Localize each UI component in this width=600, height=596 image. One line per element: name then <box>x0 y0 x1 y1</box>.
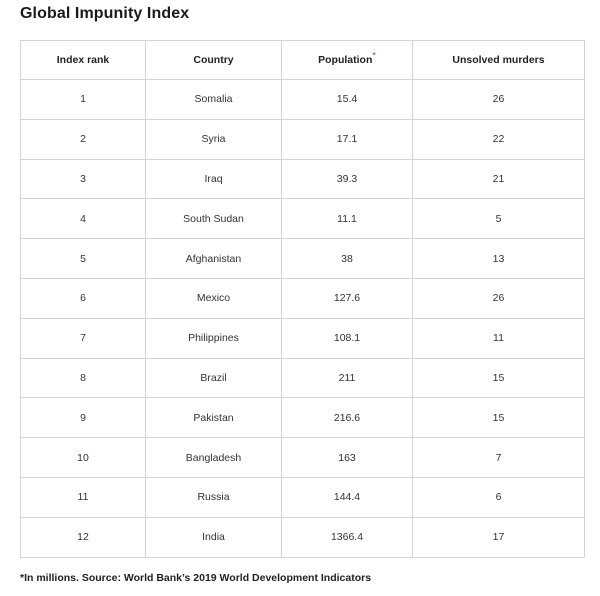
source-footnote: *In millions. Source: World Bank’s 2019 World Development Indicators <box>20 572 372 584</box>
footnote-marker: * <box>372 50 376 61</box>
table-row <box>21 358 585 398</box>
country-cell: South Sudan <box>146 199 282 239</box>
country-cell: Bangladesh <box>146 438 282 478</box>
unsolved-murders-cell: 22 <box>413 119 585 159</box>
population-cell: 216.6 <box>282 398 413 438</box>
unsolved-murders-cell: 15 <box>413 358 585 398</box>
rank-cell: 11 <box>21 477 146 517</box>
country-cell: Somalia <box>146 80 282 120</box>
unsolved-murders-cell: 17 <box>413 517 585 557</box>
population-cell: 211 <box>282 358 413 398</box>
country-cell: Syria <box>146 119 282 159</box>
country-cell: India <box>146 517 282 557</box>
unsolved-murders-cell: 5 <box>413 199 585 239</box>
rank-cell: 5 <box>21 239 146 279</box>
rank-cell: 4 <box>21 199 146 239</box>
table-row <box>21 239 585 279</box>
table-row <box>21 119 585 159</box>
population-cell: 39.3 <box>282 159 413 199</box>
table-row <box>21 477 585 517</box>
rank-cell: 6 <box>21 278 146 318</box>
table-body <box>21 80 585 558</box>
population-cell: 163 <box>282 438 413 478</box>
country-cell: Iraq <box>146 159 282 199</box>
population-cell: 15.4 <box>282 80 413 120</box>
table-row <box>21 159 585 199</box>
country-cell: Afghanistan <box>146 239 282 279</box>
table-row <box>21 318 585 358</box>
header-index-rank: Index rank <box>21 41 146 80</box>
table-row <box>21 278 585 318</box>
population-cell: 1366.4 <box>282 517 413 557</box>
country-cell: Brazil <box>146 358 282 398</box>
rank-cell: 9 <box>21 398 146 438</box>
rank-cell: 7 <box>21 318 146 358</box>
unsolved-murders-cell: 7 <box>413 438 585 478</box>
table-header-row <box>21 41 585 80</box>
unsolved-murders-cell: 26 <box>413 80 585 120</box>
rank-cell: 12 <box>21 517 146 557</box>
rank-cell: 8 <box>21 358 146 398</box>
population-cell: 108.1 <box>282 318 413 358</box>
table-row <box>21 438 585 478</box>
rank-cell: 10 <box>21 438 146 478</box>
header-population-label: Population <box>318 54 373 66</box>
rank-cell: 1 <box>21 80 146 120</box>
header-country: Country <box>146 41 282 80</box>
unsolved-murders-cell: 6 <box>413 477 585 517</box>
country-cell: Russia <box>146 477 282 517</box>
country-cell: Philippines <box>146 318 282 358</box>
population-cell: 17.1 <box>282 119 413 159</box>
unsolved-murders-cell: 21 <box>413 159 585 199</box>
table-row <box>21 80 585 120</box>
population-cell: 144.4 <box>282 477 413 517</box>
unsolved-murders-cell: 11 <box>413 318 585 358</box>
population-cell: 38 <box>282 239 413 279</box>
table-row <box>21 398 585 438</box>
impunity-table <box>20 40 585 558</box>
population-cell: 127.6 <box>282 278 413 318</box>
unsolved-murders-cell: 15 <box>413 398 585 438</box>
rank-cell: 2 <box>21 119 146 159</box>
country-cell: Mexico <box>146 278 282 318</box>
unsolved-murders-cell: 13 <box>413 239 585 279</box>
header-population <box>282 41 413 80</box>
header-unsolved-murders: Unsolved murders <box>413 41 585 80</box>
population-cell: 11.1 <box>282 199 413 239</box>
rank-cell: 3 <box>21 159 146 199</box>
table-row <box>21 517 585 557</box>
country-cell: Pakistan <box>146 398 282 438</box>
page-title: Global Impunity Index <box>20 5 190 22</box>
unsolved-murders-cell: 26 <box>413 278 585 318</box>
table-row <box>21 199 585 239</box>
